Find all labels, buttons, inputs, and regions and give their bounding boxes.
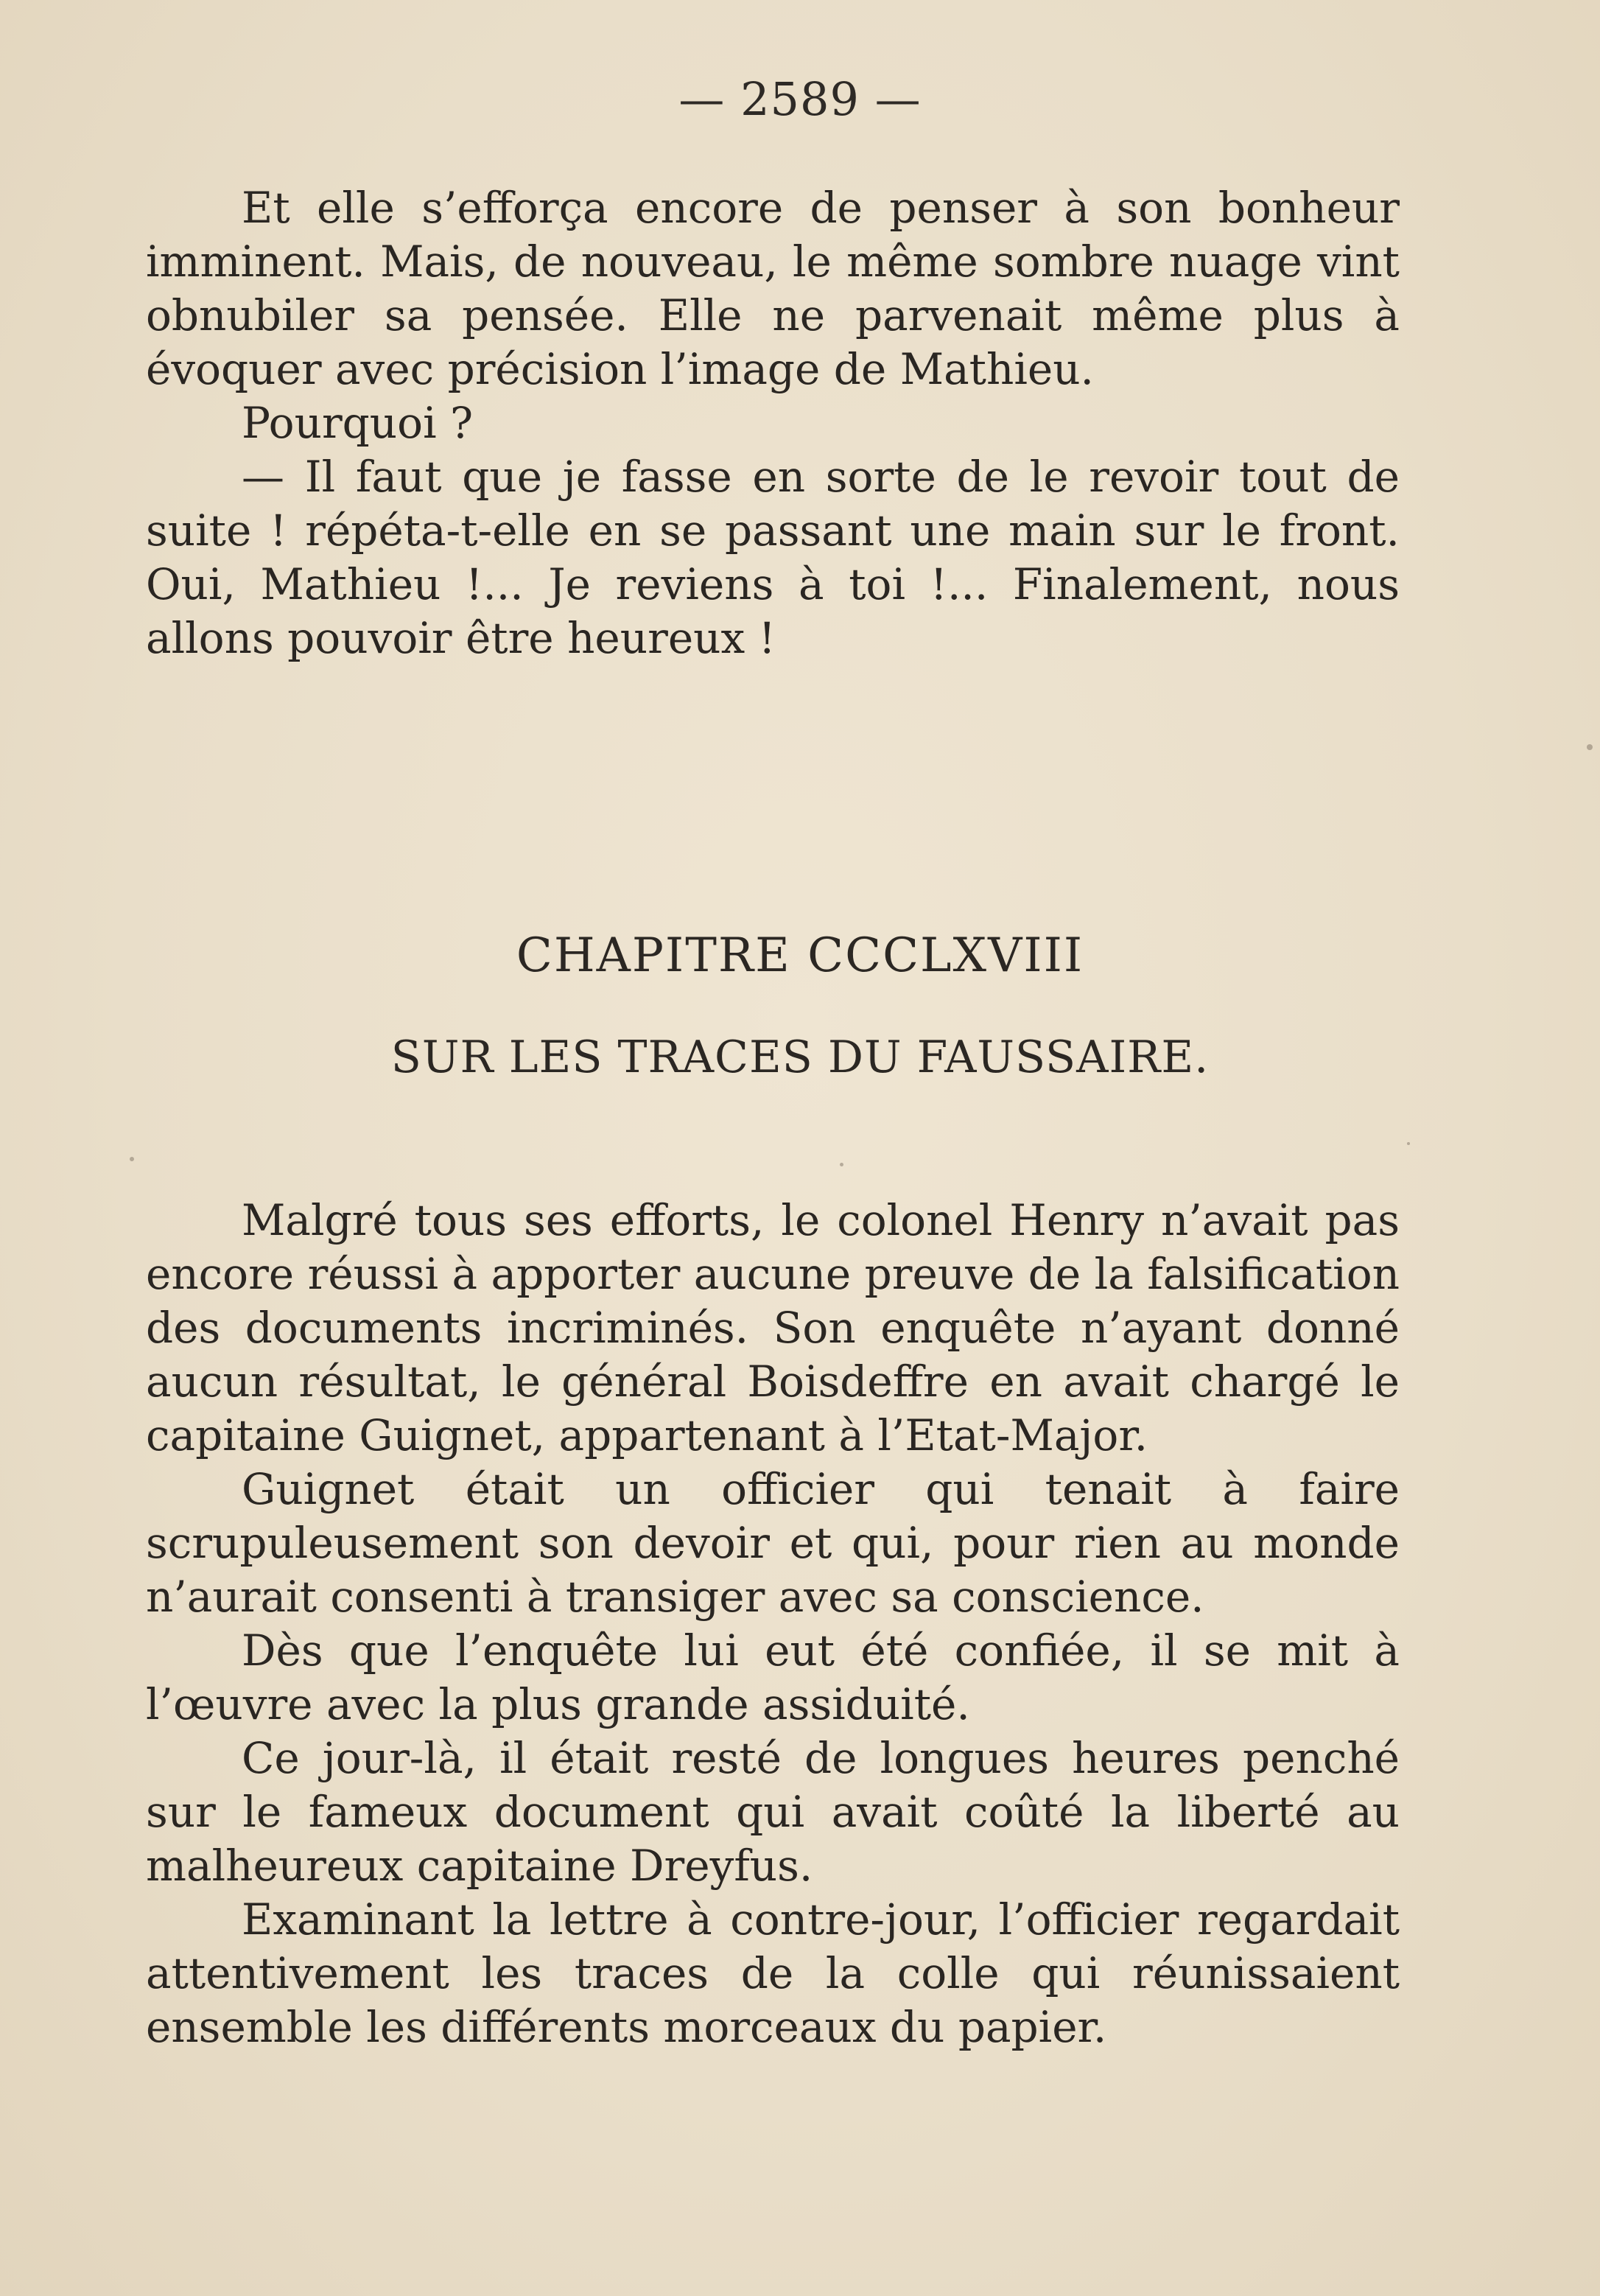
paragraph: Guignet était un officier qui tenait à faire scrupuleusement son devoir et qui, pour rien au monde n’aurait consenti à transiger avec sa conscience. [146, 1464, 1400, 1622]
paper-speck [840, 1163, 843, 1166]
chapter-title: CHAPITRE CCCLXVIII [516, 928, 1084, 983]
paragraph: — Il faut que je fasse en sorte de le revoir tout de suite ! répéta-t-elle en se passant une main sur le front. Oui, Mathieu !... Je reviens à toi !... Finalement, nous allons pouvoir être heureux ! [146, 452, 1400, 663]
page-number: — 2589 — [678, 72, 922, 126]
paragraph: Examinant la lettre à contre-jour, l’officier regardait attentivement les traces de la colle qui réunissaient ensemble les différents morceaux du papier. [146, 1894, 1400, 2052]
paragraph: Et elle s’efforça encore de penser à son bonheur imminent. Mais, de nouveau, le même sombre nuage vint obnubiler sa pensée. Elle ne parvenait même plus à évoquer avec précision l’image de Mathieu. [146, 183, 1400, 394]
paragraph: Malgré tous ses efforts, le colonel Henry n’avait pas encore réussi à apporter aucune preuve de la falsification des documents incriminés. Son enquête n’ayant donné aucun résultat, le général Boisdeffre en avait chargé le capitaine Guignet, appartenant à l’Etat-Major. [146, 1195, 1400, 1460]
paragraph: Pourquoi ? [242, 398, 474, 448]
text-block-top [146, 181, 1400, 665]
paragraph: Ce jour-là, il était resté de longues heures penché sur le fameux document qui avait coûté la liberté au malheureux capitaine Dreyfus. [146, 1733, 1400, 1891]
paper-speck [130, 1157, 134, 1161]
text-block-bottom [146, 1194, 1400, 2054]
chapter-subtitle: SUR LES TRACES DU FAUSSAIRE. [390, 1032, 1210, 1083]
paper-speck [1407, 1142, 1410, 1145]
paper-speck [1587, 744, 1593, 750]
paragraph: Dès que l’enquête lui eut été confiée, il se mit à l’œuvre avec la plus grande assiduité. [146, 1625, 1400, 1729]
